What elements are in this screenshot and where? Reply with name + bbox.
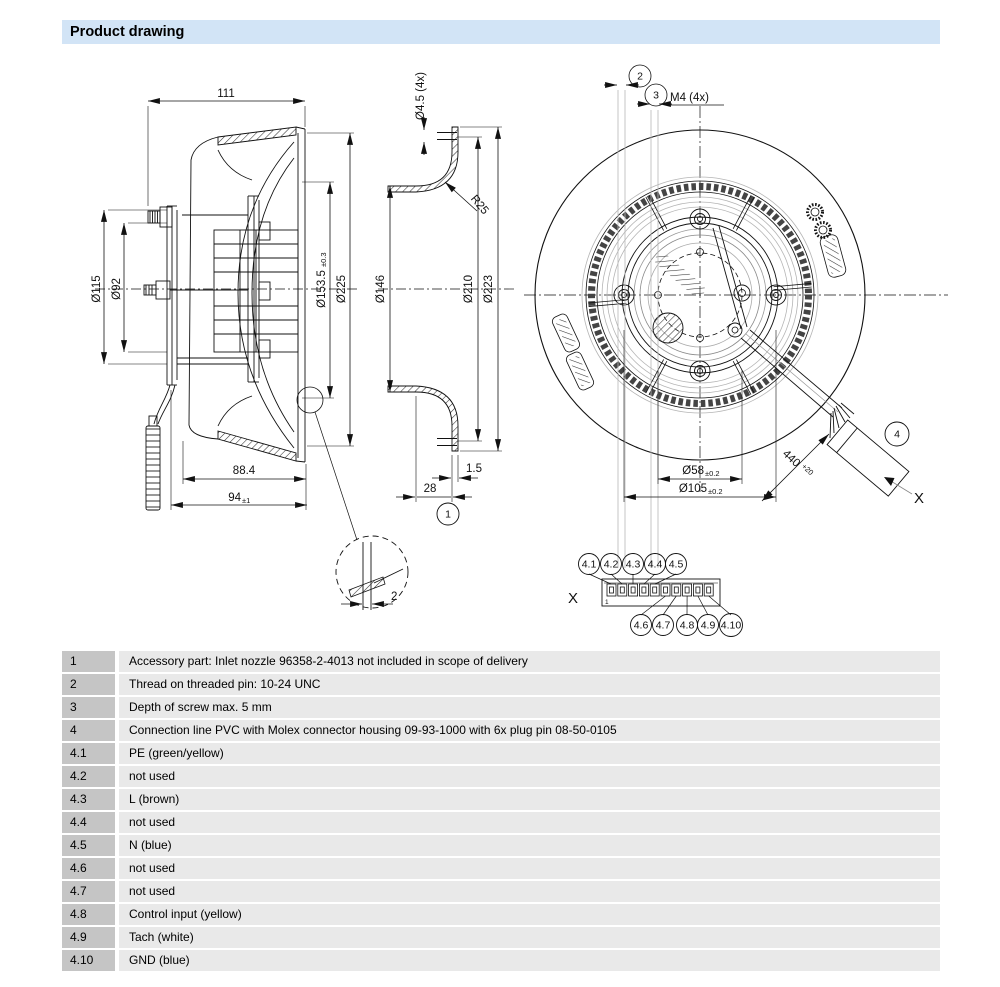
connection-line — [741, 330, 909, 496]
table-row — [62, 904, 940, 925]
dim-94-tol: ±1 — [242, 496, 251, 505]
item-number: 1 — [62, 651, 115, 672]
item-description: Accessory part: Inlet nozzle 96358-2-4013 not included in scope of delivery — [119, 651, 940, 672]
hatched-label-dot — [653, 313, 683, 343]
table-row — [62, 766, 940, 787]
dim-d58: Ø58 — [682, 465, 704, 477]
item-number: 4.5 — [62, 835, 115, 856]
dim-d223: Ø223 — [483, 274, 495, 304]
x-axis-label: X — [914, 490, 925, 507]
pin-balloon-4-8: 4.8 — [679, 619, 695, 632]
pin-balloon-4-5: 4.5 — [668, 558, 684, 571]
pin-balloon-4-6: 4.6 — [633, 619, 649, 632]
balloon-2: 2 — [637, 70, 643, 83]
item-number: 4.3 — [62, 789, 115, 810]
dim-d225: Ø225 — [336, 274, 348, 304]
dim-r25: R25 — [467, 193, 491, 218]
svg-text:1: 1 — [445, 508, 451, 521]
item-description: N (blue) — [119, 835, 940, 856]
dim-94: 94 — [228, 492, 241, 504]
pin-1-marker: 1 — [605, 599, 609, 606]
pin-balloon-4-9: 4.9 — [700, 619, 716, 632]
center-screw — [144, 281, 170, 299]
dim-15: 1.5 — [466, 463, 482, 475]
item-description: L (brown) — [119, 789, 940, 810]
table-row — [62, 789, 940, 810]
item-number: 4.7 — [62, 881, 115, 902]
connector-pins — [607, 584, 713, 596]
dim-width-111: 111 — [217, 88, 235, 100]
pin-balloon-4-4: 4.4 — [647, 558, 663, 571]
table-row — [62, 720, 940, 741]
dim-d105: Ø105 — [678, 483, 707, 495]
item-description: not used — [119, 858, 940, 879]
table-row — [62, 950, 940, 971]
item-description: not used — [119, 766, 940, 787]
pin-balloon-4-10: 4.10 — [720, 619, 742, 632]
pin-balloon-4-7: 4.7 — [655, 619, 671, 632]
balloon-4 — [885, 422, 909, 446]
table-row — [62, 743, 940, 764]
dim-d58-tol: ±0.2 — [705, 469, 720, 478]
detail-gap-dim: 2 — [391, 591, 398, 603]
item-number: 4.8 — [62, 904, 115, 925]
table-row — [62, 881, 940, 902]
item-number: 4.1 — [62, 743, 115, 764]
dim-d146: Ø146 — [375, 274, 387, 304]
item-number: 2 — [62, 674, 115, 695]
table-row — [62, 651, 940, 672]
table-row — [62, 835, 940, 856]
table-row — [62, 927, 940, 948]
item-description: Depth of screw max. 5 mm — [119, 697, 940, 718]
page-title: Product drawing — [62, 20, 940, 44]
item-description: GND (blue) — [119, 950, 940, 971]
knurled-screw-icon — [808, 205, 823, 220]
svg-text:4: 4 — [894, 428, 900, 441]
table-row — [62, 674, 940, 695]
item-description: Thread on threaded pin: 10-24 UNC — [119, 674, 940, 695]
balloon-leaders — [589, 574, 731, 615]
cable-and-plug — [146, 385, 175, 510]
item-number: 4.9 — [62, 927, 115, 948]
dim-d105-tol: ±0.2 — [708, 487, 723, 496]
dim-d92: Ø92 — [111, 278, 123, 300]
front-view — [524, 106, 948, 496]
table-row — [62, 812, 940, 833]
dim-cable-length-tol: +20 — [799, 461, 816, 478]
item-number: 4.6 — [62, 858, 115, 879]
parts-table — [62, 651, 940, 973]
detail-callout-circle — [297, 387, 323, 413]
dim-d210: Ø210 — [463, 274, 475, 304]
pin-balloon-4-3: 4.3 — [625, 558, 641, 571]
thread-size-label: M4 (4x) — [670, 92, 709, 104]
pin-balloon-4-1: 4.1 — [581, 558, 597, 571]
dim-cable-length: 440 — [779, 447, 803, 470]
item-description: Connection line PVC with Molex connector housing 09-93-1000 with 6x plug pin 08-50-0105 — [119, 720, 940, 741]
item-description: Control input (yellow) — [119, 904, 940, 925]
dim-884: 88.4 — [232, 465, 256, 477]
connector-axis-label: X — [568, 590, 579, 607]
dim-28: 28 — [423, 483, 437, 495]
dim-d153: Ø153.5 — [316, 270, 328, 308]
table-row — [62, 858, 940, 879]
dim-d115: Ø115 — [91, 275, 103, 303]
dim-d45-holes: Ø4.5 (4x) — [415, 72, 427, 120]
item-number: 4.10 — [62, 950, 115, 971]
balloon-1 — [437, 503, 459, 525]
side-section-view — [95, 127, 360, 540]
pin-balloon-4-2: 4.2 — [603, 558, 619, 571]
dim-d153-tol: ±0.3 — [319, 252, 328, 267]
table-row — [62, 697, 940, 718]
item-description: PE (green/yellow) — [119, 743, 940, 764]
balloon-3: 3 — [653, 89, 659, 102]
item-number: 4 — [62, 720, 115, 741]
item-description: Tach (white) — [119, 927, 940, 948]
item-number: 4.2 — [62, 766, 115, 787]
item-number: 3 — [62, 697, 115, 718]
item-number: 4.4 — [62, 812, 115, 833]
item-description: not used — [119, 881, 940, 902]
item-description: not used — [119, 812, 940, 833]
